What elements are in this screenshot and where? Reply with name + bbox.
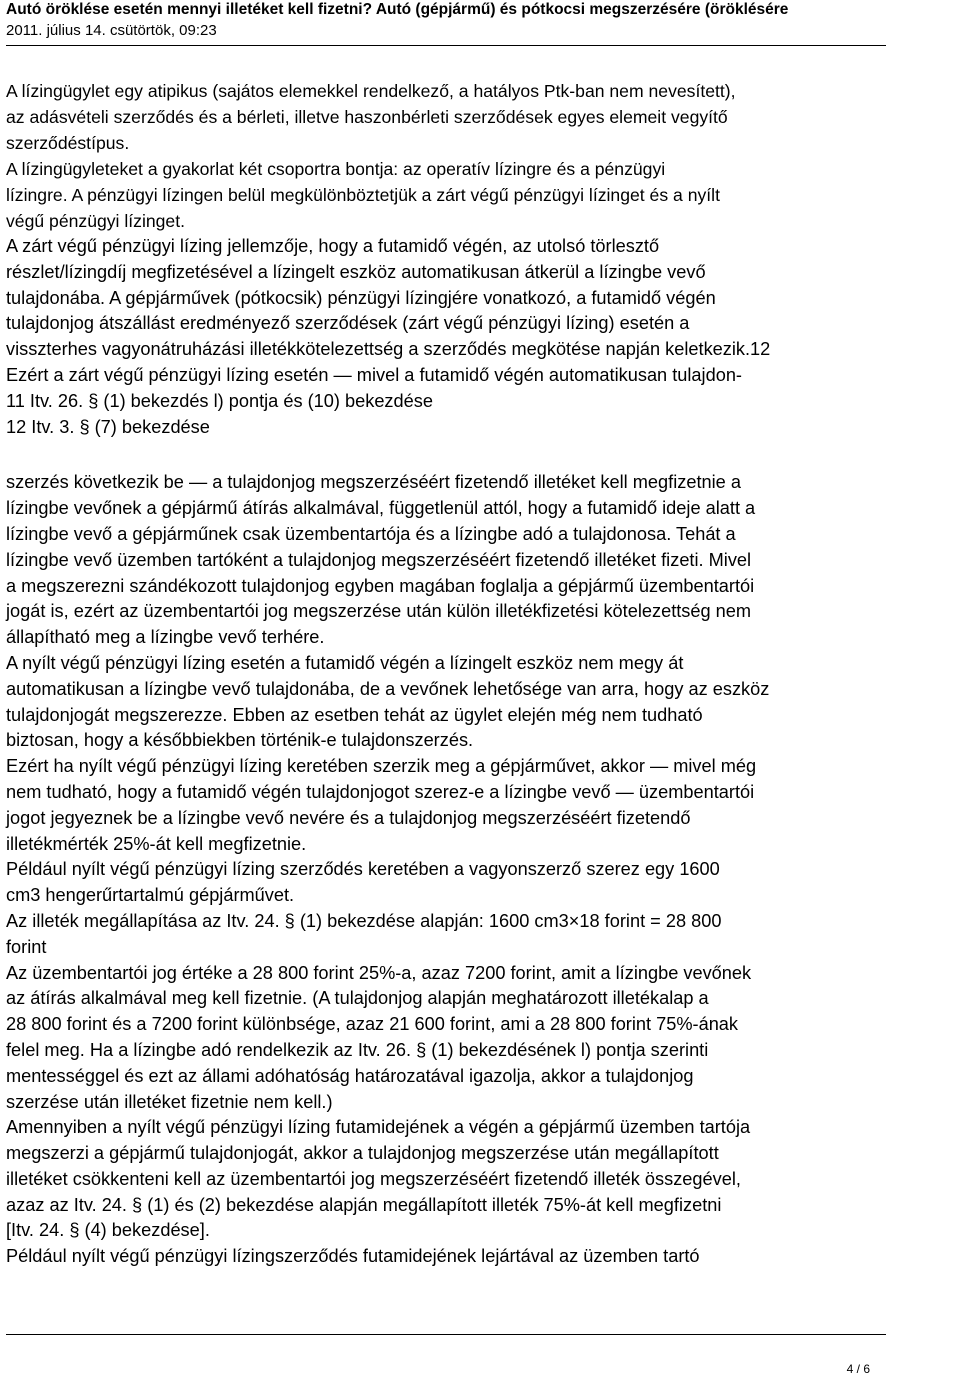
header-divider: [6, 45, 886, 46]
footer-divider: [6, 1334, 886, 1335]
article-date: 2011. július 14. csütörtök, 09:23: [6, 22, 217, 39]
article-body: [6, 78, 896, 1270]
page-header: [6, 0, 960, 41]
paragraph-zart-vegu: A zárt végű pénzügyi lízing jellemzője, hogy a futamidő végén, az utolsó törlesztő részlet/lízingdíj megfizetésével a lízingelt eszköz automatikusan átkerül a lízingbe vevő tulajdonába. A gépjárművek (pótkocsik) pénzügyi lízingjére vonatkozó, a futamidő végén tulajdonjog átszállást eredményező szerződések (zárt végű pénzügyi lízing) esetén a visszterhes vagyonátruházási illetékkötelezettség a szerződés megkötése napján keletkezik.12 Ezért a zárt végű pénzügyi lízing esetén — mivel a futamidő végén automatikusan tulajdon- 11 Itv. 26. § (1) bekezdés l) pontja és (10) bekezdése 12 Itv. 3. § (7) bekezdése: [6, 236, 771, 437]
paragraph-lizing-definition: A lízingügylet egy atipikus (sajátos elemekkel rendelkező, a hatályos Ptk-ban nem nevesített), az adásvételi szerződés és a bérleti, illetve haszonbérleti szerződések egyes elemeit vegyítő szerződéstípus. A lízingügyleteket a gyakorlat két csoportra bontja: az operatív lízingre és a pénzügyi lízingre. A pénzügyi lízingen belül megkülönböztetjük a zárt végű pénzügyi lízinget és a nyílt végű pénzügyi lízinget.: [6, 81, 736, 231]
article-title: Autó öröklése esetén mennyi illetéket kell fizetni? Autó (gépjármű) és pótkocsi megszerzésére (öröklésére: [6, 1, 789, 18]
paragraph-nyilt-vegu: szerzés következik be — a tulajdonjog megszerzéséért fizetendő illetéket kell megfizetnie a lízingbe vevőnek a gépjármű átírás alkalmával, függetlenül attól, hogy a futamidő ideje alatt a lízingbe vevő a gépjárműnek csak üzembentartója és a lízingbe adó a tulajdonosa. Tehát a lízingbe vevő üzemben tartóként a tulajdonjog megszerzéséért fizetendő illetéket fizeti. Mivel a megszerezni szándékozott tulajdonjog egyben magában foglalja a gépjármű üzembentartói jogát is, ezért az üzembentartói jog megszerzése után külön illetékfizetési kötelezettség nem állapítható meg a lízingbe vevő terhére. A nyílt végű pénzügyi lízing esetén a futamidő végén a lízingelt eszköz nem megy át automatikusan a lízingbe vevő tulajdonába, de a vevőnek lehetősége van arra, hogy az eszköz tulajdonjogát megszerezze. Ebben az esetben tehát az ügylet elején még nem tudható biztosan, hogy a későbbiekben történik-e tulajdonszerzés. Ezért ha nyílt végű pénzügyi lízing keretében szerzik meg a gépjárművet, akkor — mivel még nem tudható, hogy a futamidő végén tulajdonjogot szerez-e a lízingbe vevő — üzembentartói jogot jegyeznek be a lízingbe vevő nevére és a tulajdonjog megszerzéséért fizetendő illetékmérték 25%-át kell megfizetnie. Például nyílt végű pénzügyi lízing szerződés keretében a vagyonszerző szerez egy 1600 cm3 hengerűrtartalmú gépjárművet. Az illeték megállapítása az Itv. 24. § (1) bekezdése alapján: 1600 cm3×18 forint = 28 800 forint Az üzembentartói jog értéke a 28 800 forint 25%-a, azaz 7200 forint, amit a lízingbe vevőnek az átírás alkalmával meg kell fizetnie. (A tulajdonjog alapján meghatározott illetékalap a 28 800 forint és a 7200 forint különbsége, azaz 21 600 forint, ami a 28 800 forint 75%-ának felel meg. Ha a lízingbe adó rendelkezik az Itv. 26. § (1) bekezdésének l) pontja szerinti mentességgel és ezt az állami adóhatóság határozatával igazolja, akkor a tulajdonjog szerzése után illetéket fizetnie nem kell.) Amennyiben a nyílt végű pénzügyi lízing futamidejének a végén a gépjármű üzemben tartója megszerzi a gépjármű tulajdonjogát, akkor a tulajdonjog megszerzése után megállapított illetéket csökkenteni kell az üzembentartói jog megszerzéséért fizetendő illeték összegével, azaz az Itv. 24. § (1) és (2) bekezdése alapján megállapított illeték 75%-át kell megfizetni [Itv. 24. § (4) bekezdése]. Például nyílt végű pénzügyi lízingszerződés futamidejének lejártával az üzemben tartó: [6, 472, 770, 1267]
page-number: 4 / 6: [846, 1362, 870, 1376]
page-break-gap: [6, 440, 896, 470]
